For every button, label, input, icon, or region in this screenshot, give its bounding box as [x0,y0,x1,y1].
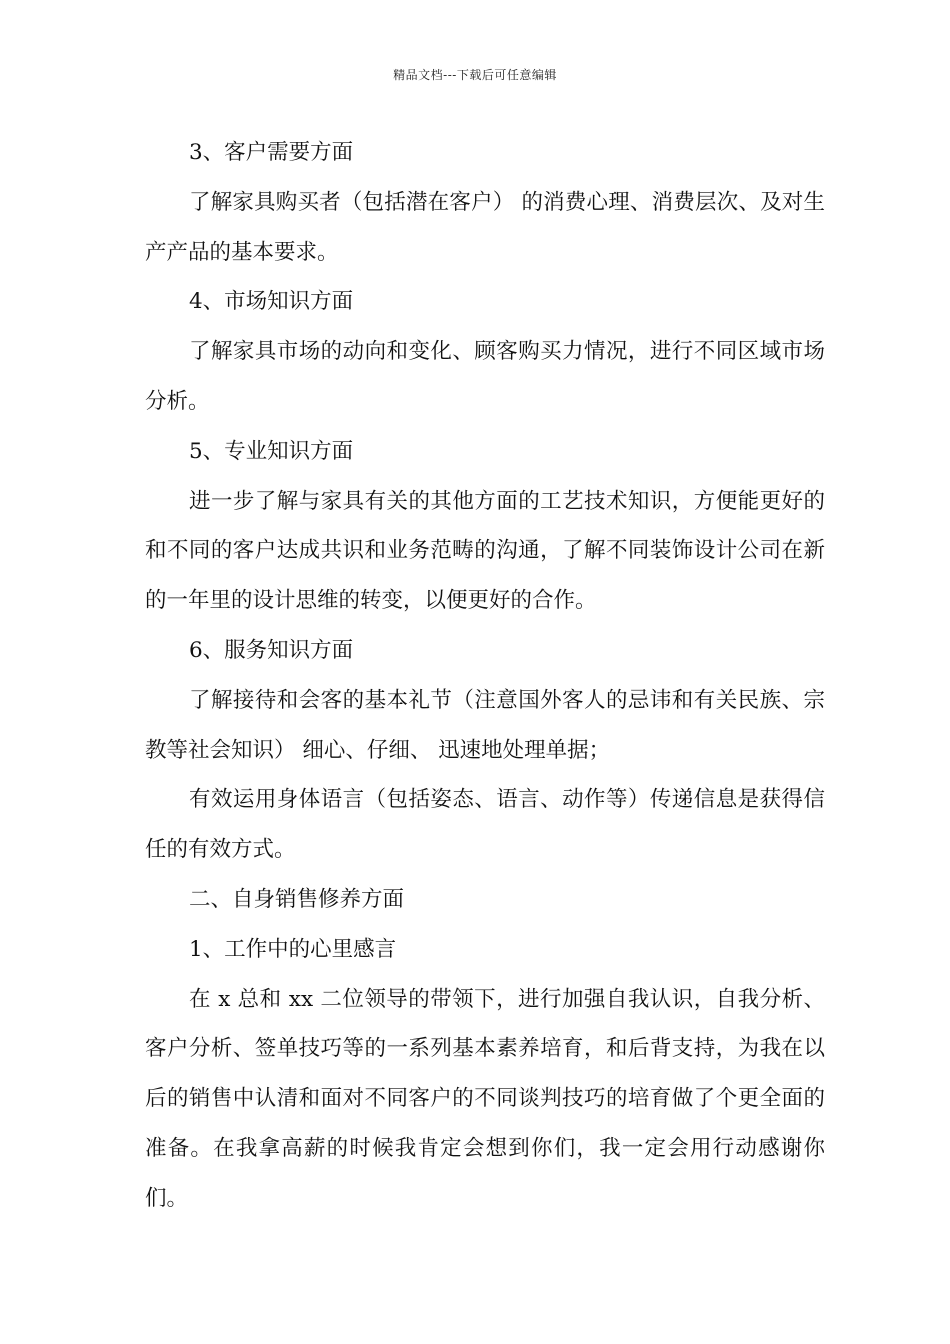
paragraph-service-knowledge: 了解接待和会客的基本礼节（注意国外客人的忌讳和有关民族、宗教等社会知识） 细心、仔细、 迅速地处理单据； [145,687,825,763]
heading-customer-needs: 3、客户需要方面 [189,140,354,165]
paragraph-work-reflection: 在 x 总和 xx 二位领导的带领下，进行加强自我认识，自我分析、客户分析、签单技巧等的一系列基本素养培育，和后背支持，为我在以后的销售中认清和面对不同客户的不同谈判技巧的培育做了个更全面的准备。在我拿高薪的时候我肯定会想到你们，我一定会用行动感谢你们。 [145,986,825,1211]
heading-service-knowledge: 6、服务知识方面 [189,637,354,663]
heading-professional-knowledge: 5、专业知识方面 [189,438,354,464]
document-body [145,128,825,1224]
paragraph-professional-knowledge: 进一步了解与家具有关的其他方面的工艺技术知识，方便能更好的和不同的客户达成共识和业务范畴的沟通，了解不同装饰设计公司在新的一年里的设计思维的转变，以便更好的合作。 [145,488,825,614]
heading-self-cultivation: 二、自身销售修养方面 [189,886,405,912]
paragraph-body-language: 有效运用身体语言（包括姿态、语言、动作等）传递信息是获得信任的有效方式。 [145,787,825,863]
paragraph-customer-needs: 了解家具购买者（包括潜在客户） 的消费心理、消费层次、及对生产产品的基本要求。 [145,189,825,265]
heading-work-reflection: 1、工作中的心里感言 [189,936,397,962]
paragraph-market-knowledge: 了解家具市场的动向和变化、顾客购买力情况，进行不同区域市场分析。 [145,339,825,414]
heading-market-knowledge: 4、市场知识方面 [189,289,354,315]
page-header: 精品文档---下载后可任意编辑 [393,68,557,82]
